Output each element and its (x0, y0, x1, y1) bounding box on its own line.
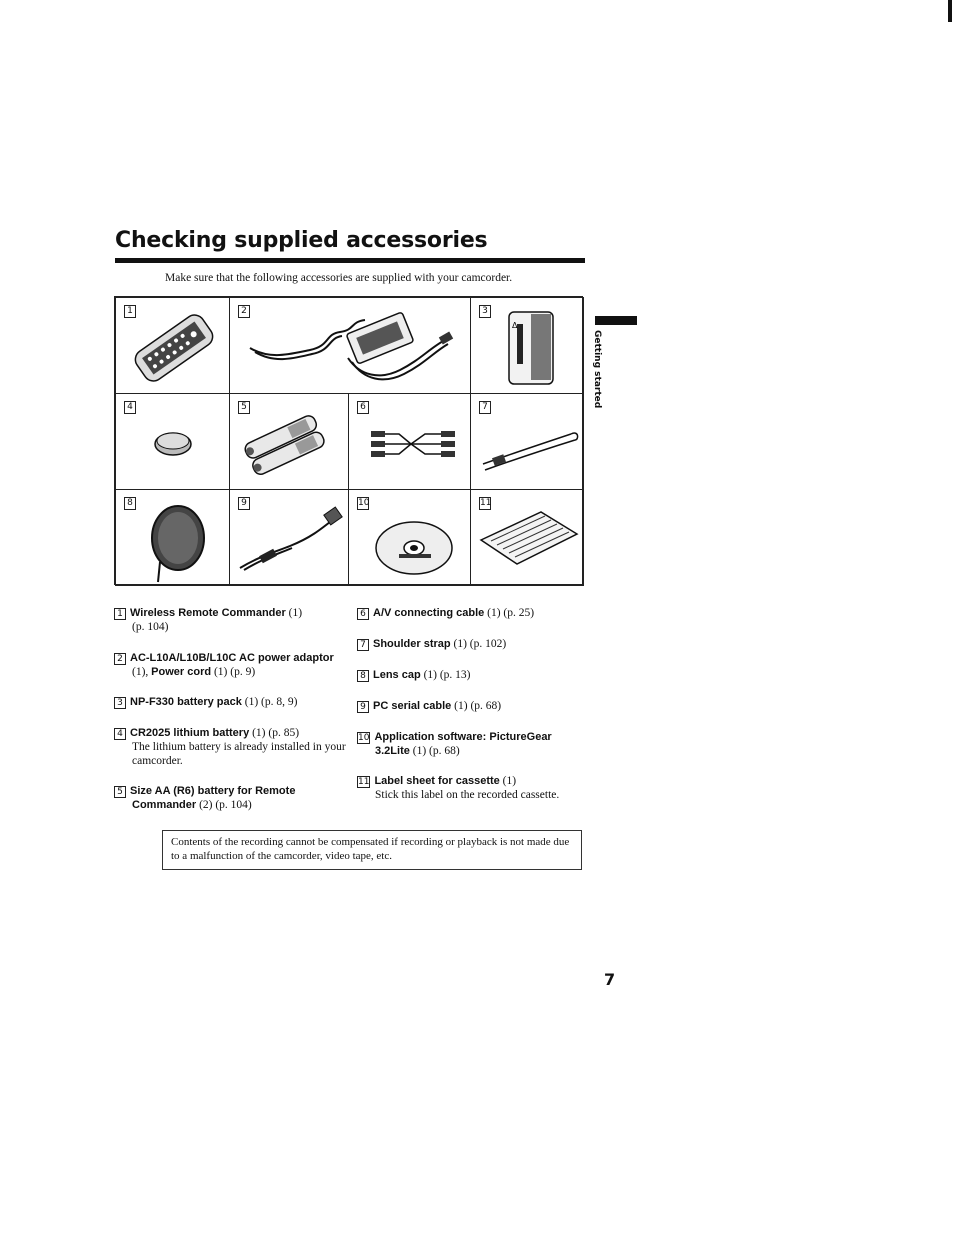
item-detail: (1) (p. 8, 9) (244, 696, 298, 708)
lithium-battery-illustration (116, 394, 231, 491)
grid-cell-lithium-battery (115, 393, 230, 490)
item-name: Lens cap (373, 669, 421, 681)
item-sub: (2) (p. 104) (199, 799, 252, 811)
item-number: 7 (357, 639, 369, 651)
item-sub: Stick this label on the recorded cassette. (375, 789, 560, 801)
grid-cell-av-cable (348, 393, 471, 490)
item-number: 3 (479, 305, 491, 318)
item-number: 6 (357, 608, 369, 620)
item-name: Application software: PictureGear (374, 731, 552, 743)
item-name: Size AA (R6) battery for Remote (130, 785, 296, 797)
lens-cap-illustration (116, 490, 231, 587)
list-item (357, 774, 597, 802)
av-cable-illustration (349, 394, 472, 491)
grid-cell-aa-batteries (229, 393, 349, 490)
page-title: Checking supplied accessories (115, 228, 488, 253)
item-detail: (1) (p. 25) (487, 607, 535, 619)
item-number: 5 (114, 786, 126, 798)
list-item (357, 606, 597, 620)
list-item (357, 699, 597, 713)
item-name: Shoulder strap (373, 638, 451, 650)
list-item (357, 730, 597, 758)
item-name: Label sheet for cassette (374, 775, 500, 787)
item-number: 1 (124, 305, 136, 318)
item-detail: (1) (p. 102) (453, 638, 507, 650)
item-detail: (1) (p. 68) (454, 700, 502, 712)
svg-text:Δ: Δ (512, 321, 518, 330)
section-tab-label: Getting started (592, 330, 602, 409)
item-name: A/V connecting cable (373, 607, 485, 619)
item-number: 10 (358, 498, 370, 508)
item-number: 10 (358, 733, 370, 743)
margin-marker (948, 0, 952, 22)
item-number: 2 (238, 305, 250, 318)
accessories-grid (114, 296, 583, 585)
title-rule (115, 258, 585, 263)
grid-cell-ac-adaptor (229, 297, 471, 394)
item-sub-name: Commander (132, 799, 197, 811)
item-detail: (1) (502, 775, 517, 787)
item-number: 4 (124, 401, 136, 414)
list-item (114, 695, 344, 709)
item-number: 8 (357, 670, 369, 682)
list-item (114, 606, 344, 634)
grid-cell-battery-pack (470, 297, 584, 394)
section-tab (588, 330, 608, 410)
section-tab-bar (595, 316, 637, 325)
item-sub: (p. 104) (132, 621, 169, 633)
item-sub: (1) (p. 9) (213, 666, 256, 678)
item-name: Wireless Remote Commander (130, 607, 286, 619)
notice-box: Contents of the recording cannot be compensated if recording or playback is not made due to a malfunction of the camcorder, video tape, etc. (162, 830, 582, 870)
item-sub-name: 3.2Lite (375, 745, 410, 757)
software-cd-illustration (349, 490, 472, 587)
grid-cell-lens-cap (115, 489, 230, 586)
item-name: PC serial cable (373, 700, 452, 712)
battery-pack-illustration (471, 298, 585, 395)
item-number: 11 (480, 498, 492, 508)
item-number: 7 (479, 401, 491, 414)
item-number: 8 (124, 497, 136, 510)
intro-text: Make sure that the following accessories are supplied with your camcorder. (165, 272, 513, 284)
item-name: CR2025 lithium battery (130, 727, 250, 739)
page-number: 7 (604, 970, 616, 989)
item-number: 5 (238, 401, 250, 414)
item-name: NP-F330 battery pack (130, 696, 242, 708)
item-number: 9 (238, 497, 250, 510)
list-item (357, 668, 597, 682)
shoulder-strap-illustration (471, 394, 585, 491)
item-number: 11 (358, 777, 370, 787)
list-item (114, 784, 346, 812)
ac-adaptor-illustration (230, 298, 472, 395)
list-item (114, 651, 354, 679)
remote-commander-illustration (116, 298, 231, 395)
label-sheet-illustration (471, 490, 585, 587)
item-sub: (1) (p. 68) (412, 745, 460, 757)
item-name: AC-L10A/L10B/L10C AC power adaptor (130, 652, 334, 664)
item-sub-prefix: (1), (132, 666, 149, 678)
item-number: 6 (357, 401, 369, 414)
item-sub: The lithium battery is already installed in your camcorder. (132, 741, 346, 767)
grid-cell-pc-serial-cable (229, 489, 349, 586)
item-number: 1 (114, 608, 126, 620)
item-detail: (1) (288, 607, 303, 619)
item-number: 3 (114, 697, 126, 709)
pc-serial-cable-illustration (230, 490, 350, 587)
list-item (114, 726, 346, 768)
grid-cell-label-sheet (470, 489, 584, 586)
item-detail: (1) (p. 13) (423, 669, 471, 681)
grid-cell-remote (115, 297, 230, 394)
item-sub-name: Power cord (151, 666, 212, 678)
item-number: 2 (114, 653, 126, 665)
item-number: 4 (114, 728, 126, 740)
list-item (357, 637, 597, 651)
item-detail: (1) (p. 85) (252, 727, 300, 739)
grid-cell-software-cd (348, 489, 471, 586)
grid-cell-shoulder-strap (470, 393, 584, 490)
item-number: 9 (357, 701, 369, 713)
aa-batteries-illustration (230, 394, 350, 491)
